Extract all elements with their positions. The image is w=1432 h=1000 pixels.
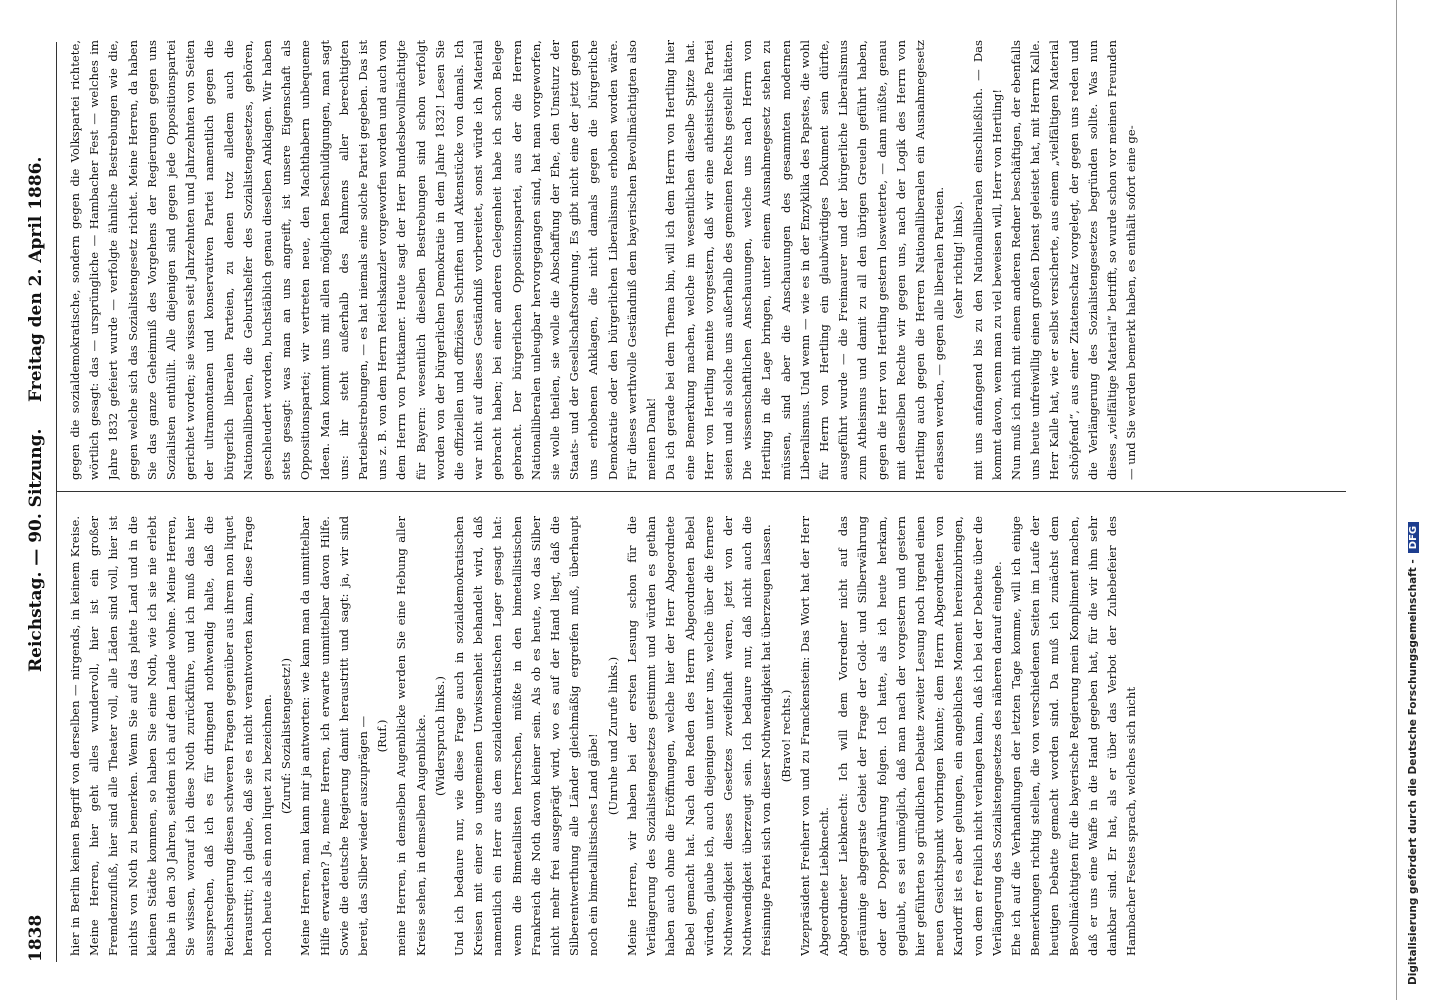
speaker-paragraph: Vizepräsident Freiherr von und zu Franckenstein: Das Wort hat der Herr Abgeordnete Liebknecht. [797, 516, 831, 956]
paragraph: meine Herren, in demselben Augenblicke werden Sie eine Hebung aller Kreise sehen, in demselben Augenblicke. [394, 516, 428, 956]
paragraph: Meine Herren, wir haben bei der ersten Lesung schon für die Verlängerung des Sozialistengesetzes gestimmt und würden es gethan haben auch ohne die Eröffnungen, welche hier der Herr Abgeordnete Bebel gemacht hat. Nach den Reden des Herrn Abgeordneten Bebel würden, glaube ich, auch diejenigen unter uns, welche über die fernere Nothwendigkeit dieses Gesetzes zweifelhaft waren, jetzt von der Nothwendigkeit überzeugt sein. Ich bedaure nur, daß nicht auch die freisinnige Partei sich von dieser Nothwendigkeit hat überzeugen lassen. [624, 516, 774, 956]
paragraph: Meine Herren, man kann mir ja antworten: wie kann man da unmittelbar Hilfe erwarten? Ja, meine Herren, ich erwarte unmittelbar davon Hilfe. Sowie die deutsche Regierung damit heraustritt und sagt: ja, wir sind bereit, das Silber wieder auszuprägen — [298, 516, 371, 956]
paragraph: hier in Berlin keinen Begriff von derselben — nirgends, in keinem Kreise. Meine Herren, hier geht alles wundervoll, hier ist ein großer Fremdenzufluß, hier sind alle Theater voll, alle Läden sind voll, hier ist nichts von Noth zu bemerken. Wenn Sie auf das platte Land und in die kleinen Städte kommen, so haben Sie eine Noth, wie ich sie nie erlebt habe in den 30 Jahren, seitdem ich auf dem Lande wohne. Meine Herren, Sie wissen, worauf ich diese Noth zurückführe, und ich muß das hier aussprechen, daß ich es für dringend nothwendig halte, daß die Reichsregierung diesen schweren Fragen gegenüber aus ihrem non liquet heraustritt; ich glaube, daß sie es nicht verantworten kann, diese Frage noch heute als ein non liquet zu bezeichnen. [68, 516, 275, 956]
dfg-logo: DFG [1408, 522, 1419, 553]
interjection: (Widerspruch links.) [432, 676, 447, 796]
credit-text: Digitalisierung gefördert durch die Deutsche Forschungsgemeinschaft - [1407, 559, 1419, 985]
dfg-credit [1407, 5, 1419, 985]
paragraph: Da ich gerade bei dem Thema bin, will ich dem Herrn von Hertling hier eine Bemerkung machen, welche im wesentlichen dieselbe Spitze hat. Herr von Hertling meinte vorgestern, daß wir eine atheistische Partei seien und als solche uns außerhalb des gemeinen Rechts gestellt hätten. Die wissenschaftlichen Anschauungen, welche uns nach Herrn von Hertling in die Lage bringen, unter einem Ausnahmegesetz stehen zu müssen, sind aber die Anschauungen des gesammten modernen Liberalismus. Und wenn — wie es in der Enzyklika des Papstes, die wohl für Herrn von Hertling ein glaubwürdiges Dokument sein dürfte, ausgeführt wurde — die Freimaurer und der bürgerliche Liberalismus zum Atheismus und damit zu all den übrigen Greueln geführt haben, gegen die Herr von Hertling gestern loswetterte, — dann müßte, genau mit denselben Rechte wir gegen uns, nach der Logik des Herrn von Hertling auch gegen die Herren Nationalliberalen ein Ausnahmegesetz erlassen werden, — gegen alle liberalen Parteien. [663, 40, 947, 480]
header-rule [56, 42, 57, 962]
paragraph: gegen die sozialdemokratische, sondern gegen die Volkspartei richtete, wörtlich gesagt: das — ursprüngliche — Hambacher Fest — welches im Jahre 1832 gefeiert wurde — verfolgte ähnliche Bestrebungen wie die, gegen welche sich das Sozialistengesetz richtet. Meine Herren, da haben Sie das ganze Geheimniß des Vorgehens der Regierungen gegen uns Sozialisten enthüllt. Alle diejenigen sind gegen jede Oppositionspartei gerichtet worden; sie wissen seit Jahrzehnten und Jahrzehnten von Seiten der ultramontanen und konservativen Partei namentlich gegen die bürgerlich liberalen Parteien, zu denen trotz alledem auch die Nationalliberalen, die Geburtshelfer des Sozialistengesetzes, gehören, geschleudert worden, buchstäblich genau dieselben Anklagen. Wir haben stets gesagt: was man an uns angreift, ist unsere Eigenschaft als Oppositionspartei; wir vertreten neue, den Machthabern unbequeme Ideen. Man kommt uns mit allen möglichen Beschuldigungen, man sagt uns: ihr steht außerhalb des Rahmens aller berechtigten Parteibestrebungen, — es hat niemals eine solche Partei gegeben. Das ist uns z. B. von dem Herrn Reichskanzler vorgeworfen worden und auch von dem Herrn von Puttkamer. Heute sagt der Herr Bundesbevollmächtigte für Bayern: wesentlich dieselben Bestrebungen sind schon verfolgt worden von der bürgerlichen Demokratie in dem Jahre 1832! Lesen Sie die offiziellen und offiziösen Schriften und Aktenstücke von damals. Ich war nicht auf dieses Geständniß vorbereitet, sonst würde ich Material gebracht haben; bei einer anderen Gelegenheit habe ich schon Belege gebracht. Der bürgerlichen Oppositionspartei, aus der die Herren Nationalliberalen unleugbar hervorgegangen sind, hat man vorgeworfen, sie wolle theilen, sie wolle die Abschaffung der Ehe, den Umsturz der Staats- und der Gesellschaftsordnung. Es gibt nicht eine der jetzt gegen uns erhobenen Anklagen, die nicht damals gegen die bürgerliche Demokratie oder den bürgerlichen Liberalismus erhoben worden wäre. Für dieses werthvolle Geständniß dem bayerischen Bevollmächtigten also meinen Dank! [68, 40, 659, 480]
right-text-column [66, 40, 1336, 480]
interjection: (Ruf.) [375, 719, 390, 753]
page-header [22, 32, 52, 962]
page-number: 1838 [26, 914, 46, 962]
left-running-title: Reichstag. — 90. Sitzung. [26, 428, 46, 672]
paragraph: Und ich bedaure nur, wie diese Frage auch in sozialdemokratischen Kreisen mit einer so ungemeinen Unwissenheit behandelt wird, daß namentlich ein Herr aus dem sozialdemokratischen Lager gesagt hat: wenn die Bimetallisten herrschen, müßte in den bimetallistischen Frankreich die Noth davon kleiner sein. Als ob es heute, wo das Silber nicht mehr frei ausgeprägt wird, wo es auf der Hand liegt, daß die Silberentwerthung alle Länder gleichmäßig ergreifen muß, überhaupt noch ein bimetallistisches Land gäbe! [452, 516, 601, 956]
interjection: (Zuruf: Sozialistengesetz!) [279, 658, 294, 814]
speaker-paragraph: Abgeordneter Liebknecht: Ich will dem Vorredner nicht auf das geräumige abgegraste Gebiet der Frage der Gold- und Silberwährung oder der Doppelwährung folgen. Ich hatte, als ich heute herkam, geglaubt, es sei unmöglich, daß man nach der vorgestern und gestern hier geführten so gründlichen Debatte zweiter Lesung noch irgend einen neuen Gesichtspunkt vorbringen könnte; dem Herrn Abgeordneten von Kardorff ist es aber gelungen, ein angebliches Moment hereinzubringen, von dem er freilich nicht verlangen kann, daß ich bei der Debatte über die Verlängerung des Sozialistengesetzes des näheren darauf eingehe. [836, 516, 1004, 956]
interjection: (sehr richtig! links). [951, 201, 966, 319]
column-rule [56, 491, 1346, 492]
paragraph: Nun muß ich mich mit einem anderen Redner beschäftigen, der ebenfalls uns heute unfreiwillig einen großen Dienst geleistet hat, mit Herrn Kalle. Herr Kalle hat, wie er selbst versicherte, aus einem „vielfältigen Material schöpfend“, aus einer Zitatenschatz vorgelegt, der gegen uns reden und die Verlängerung des Sozialistengesetzes begründen sollte. Was nun dieses „vielfältige Material“ betrifft, so wurde schon vor meinen Freunden — und Sie werden bemerkt haben, es enthält sofort eine ge- [1008, 40, 1139, 480]
left-text-column [66, 516, 1336, 956]
right-running-title: Freitag den 2. April 1886. [26, 156, 46, 402]
scan-edge [1396, 0, 1397, 1000]
interjection: (Bravo! rechts.) [778, 689, 793, 783]
interjection: (Unruhe und Zurufe links.) [605, 656, 620, 816]
paragraph: mit uns anfangend bis zu den Nationalliberalen einschließlich. — Das kommt davon, wenn man zu viel beweisen will, Herr von Hertling! [970, 40, 1004, 480]
paragraph: Ehe ich auf die Verhandlungen der letzten Tage komme, will ich einige Bemerkungen richtig stellen, die von verschiedenen Seiten im Laufe der heutigen Debatte gemacht worden sind. Da muß ich zunächst dem Bevollmächtigten für die bayerische Regierung mein Kompliment machen, daß er uns eine Waffe in die Hand gegeben hat, für die wir ihm sehr dankbar sind. Er hat, als er über das Verbot der Zuhebefeier des Hambacher Festes sprach, welches sich nicht [1008, 516, 1139, 956]
